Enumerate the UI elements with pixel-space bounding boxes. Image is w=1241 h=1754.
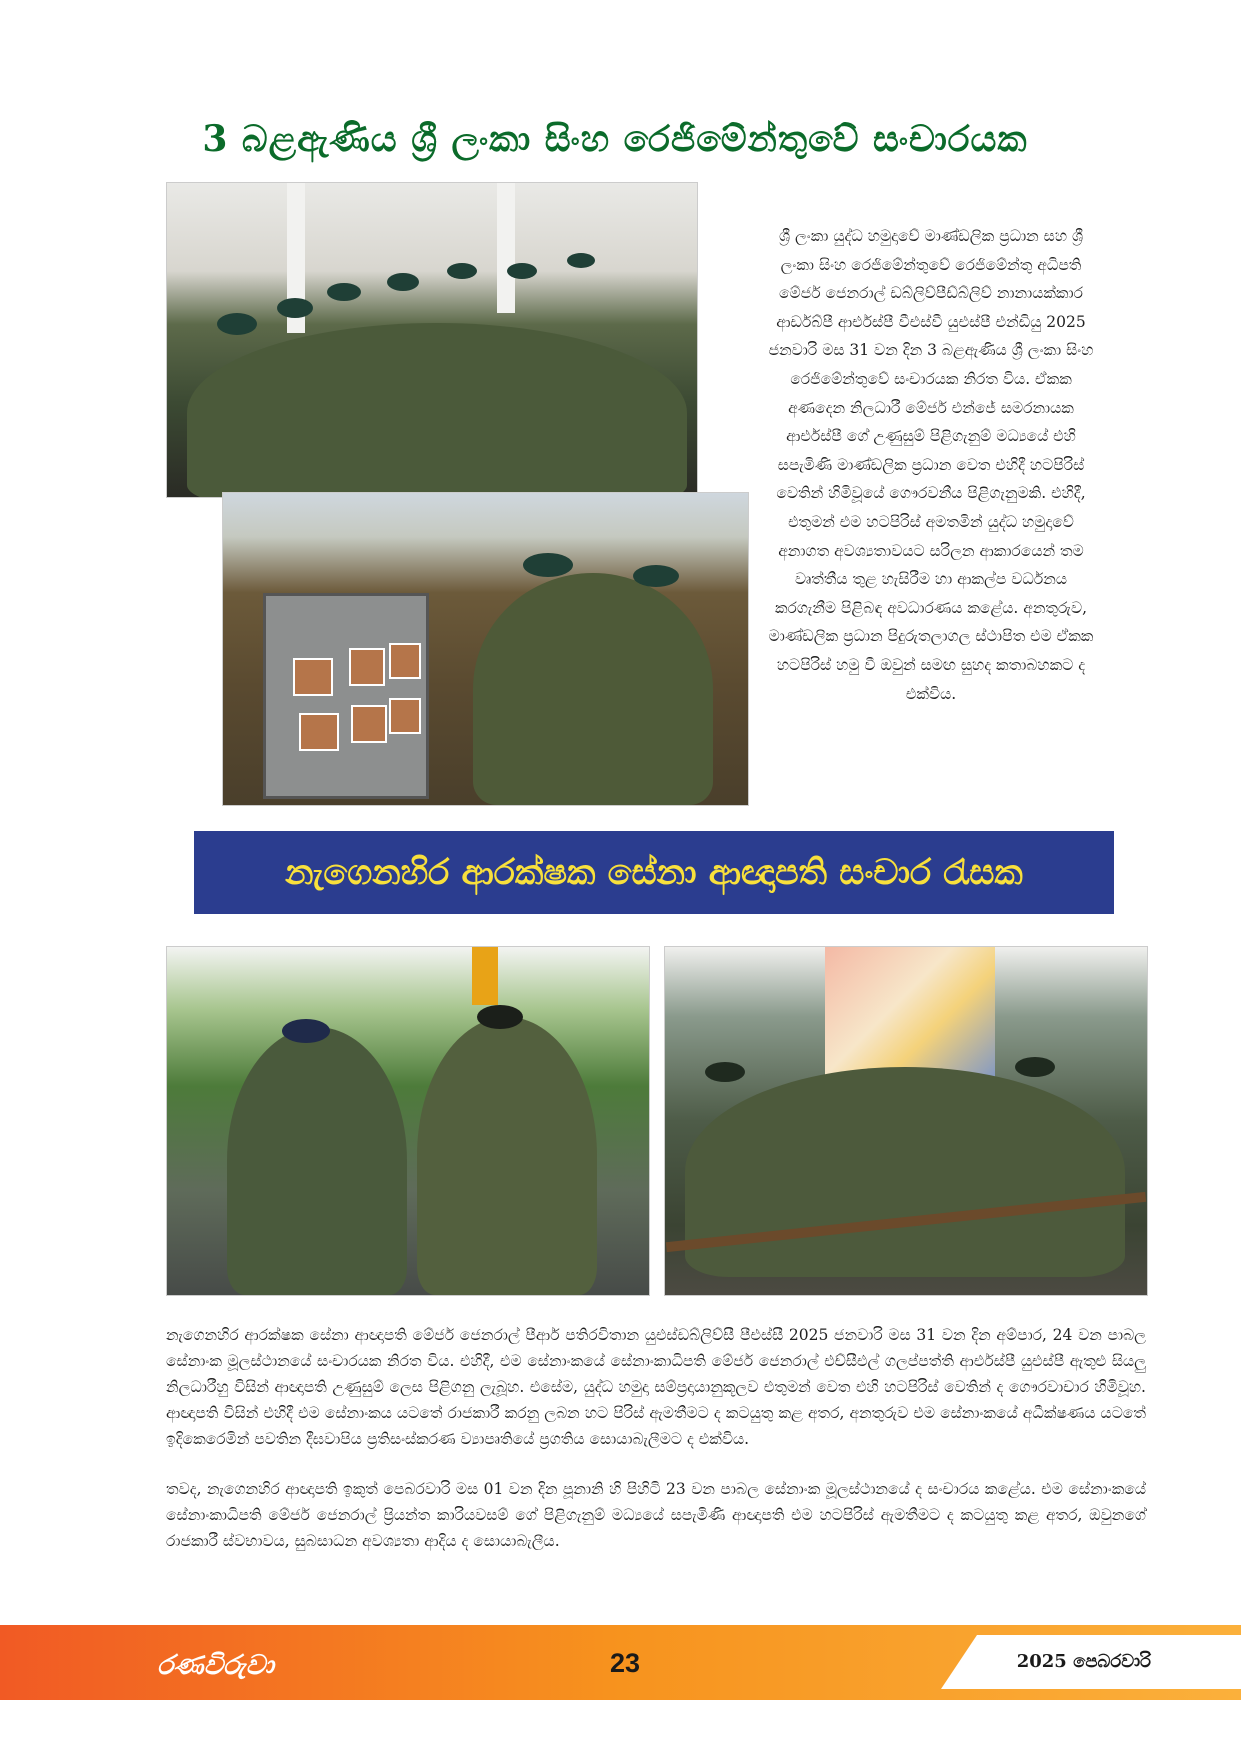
article2-paragraph: තවද, නැගෙනහිර ආඥාපති ඉකුත් පෙබරවාරි මස 01 වන දින පූනානි හි පිහිටි 23 වන පාබල සේනාංක මූලස්ථානයේ ද සංචාරය කළේය. එම සේනාංකයේ සේනාංකාධිපති මේජර් ජෙනරාල් ප්‍රියන්ත කාරියවසම් ගේ පිළිගැනුම් මධ්‍යයේ සපැමිණි ආඥාපති එම හටපිරිස් ඇමතීමට ද කටයුතු කළ අතර, ඔවුනගේ රාජකාරී ස්වභාවය, සුබසාධන අවශ්‍යතා ආදිය ද සොයාබැලීය. <box>166 1480 1146 1550</box>
article2-body <box>166 1322 1146 1578</box>
page-number: 23 <box>609 1648 641 1678</box>
site-visit-photo <box>664 946 1148 1296</box>
photo-board-unveiling <box>222 492 749 806</box>
article2-banner <box>194 831 1114 914</box>
article2-paragraph: නැගෙනහිර ආරක්ෂක සේනා ආඥාපති මේජර් ජෙනරාල් පීආර් පතිරවිතාන යුඑස්ඩබ්ලිව්සී පීඑස්සී 2025 ජනවාරි මස 31 වන දින අම්පාර, 24 වන පාබල සේනාංක මූලස්ථානයේ සංචාරයක නිරත විය. එහිදී, එම සේනාංකයේ සේනාංකාධිපති මේජර් ජෙනරාල් එච්සීඑල් ගලප්පත්ති ආර්එස්පී යුඑස්පී ඇතුළු සියලු නිලධාරීහු විසින් ආඥාපති උණුසුම් ලෙස පිළිගනු ලැබූහ. එසේම, යුද්ධ හමුදා සම්ප්‍රදායානුකූලව එතුමන් වෙත එහි හටපිරිස් වෙතින් ද ගෞරවාචාර හිමිවූහ. ආඥාපති විසින් එහිදී එම සේනාංකය යටතේ රාජකාරී කරනු ලබන හට පිරිස් ඇමතීමට ද කටයුතු කළ අතර, අනතුරුව එම සේනාංකයේ අධීක්ෂණය යටතේ ඉදිකෙරෙමින් පවතින දීඝවාපිය ප්‍රතිසංස්කරණ ව්‍යාපෘතියේ ප්‍රගතිය සොයාබැලීමට ද එක්විය. <box>166 1326 1146 1448</box>
article1-title: 3 බළඇණිය ශ්‍රී ලංකා සිංහ රෙජිමේන්තුවේ සංචාරයක <box>202 118 1028 160</box>
magazine-brand: රණවිරුවා <box>157 1650 274 1681</box>
article1-body: ශ්‍රී ලංකා යුද්ධ හමුදාවේ මාණ්ඩලික ප්‍රධාන සහ ශ්‍රී ලංකා සිංහ රෙජිමේන්තුවේ රෙජිමේන්තු අධිපති මේජර් ජෙනරාල් ඩබ්ලිව්පීඩ්බ්ලිව් නානායක්කාර ආර්ඩබ්පී ආර්එස්පී වීඑස්වී යුඑස්පී එන්ඩියු 2025 ජනවාරි මස 31 වන දින 3 බළඇණිය ශ්‍රී ලංකා සිංහ රෙජිමේන්තුවේ සංචාරයක නිරත විය. ඒකක අණදෙන නිලධාරී මේජර් එන්ජේ සමරනායක ආර්එස්පී ගේ උණුසුම් පිළිගැනුම් මධ්‍යයේ එහි සපැමිණි මාණ්ඩලික ප්‍රධාන වෙත එහිදී හටපිරිස් වෙතින් හිමිවූයේ ගෞරවනීය පිළිගැනුමකි. එහිදී, එතුමන් එම හටපිරිස් අමතමින් යුද්ධ හමුදාවේ අනාගත අවශ්‍යතාවයට සරිලන ආකාරයෙන් තම වෘත්තීය තුළ හැසිරීම හා ආකල්ප වර්ධනය කරගැනීම පිළිබඳ අවධාරණය කළේය. අනතුරුව, මාණ්ඩලික ප්‍රධාන පිදුරුතලාගල ස්ථාපිත එම ඒකක හටපිරිස් හමු වී ඔවුන් සමඟ සුහද කතාබහකට ද එක්විය. <box>768 227 1094 703</box>
soldiers-seated-photo <box>166 182 698 498</box>
handshake-photo <box>166 946 650 1296</box>
issue-date: 2025 පෙබරවාරි <box>1016 1651 1151 1672</box>
article2-title: නැගෙනහිර ආරක්ෂක සේනා ආඥාපති සංචාර රැසක <box>285 852 1023 893</box>
